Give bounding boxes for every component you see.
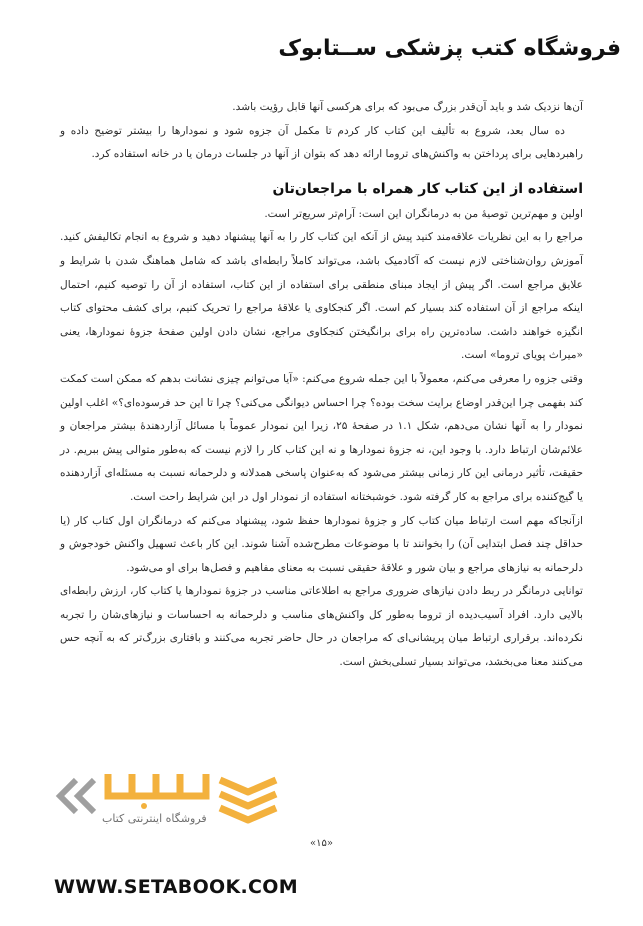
- book-stack-logo-icon: [216, 766, 280, 826]
- paragraph-7: توانایی درمانگر در ربط دادن نیازهای ضروری مراجع به اطلاعاتی مناسب در جزوهٔ نمودارها یا کتاب کار، ارزش رابطه‌ای بالایی دارد. افراد آسیب‌دیده از تروما به‌طور کل واکنش‌های مناسب و دلرحمانه به احساسات و نیازهای‌شان را تجربه نکرده‌اند. برقراری ارتباط میان پریشانی‌ای که مراجعان در حال حاضر تجربه می‌کنند و بافتاری بزرگ‌تر که به آنچه حس می‌کنند معنا می‌بخشد، می‌تواند بسیار تسلی‌بخش است.: [60, 585, 583, 669]
- double-chevron-icon: [50, 776, 100, 816]
- page-body: [60, 96, 583, 675]
- paragraph-2: ده سال بعد، شروع به تألیف این کتاب کار کردم تا مکمل آن جزوه شود و نمودارها را بیشتر توضیح داده و راهبردهایی برای پرداختن به واکنش‌های تروما ارائه دهد که بتوان از آنها در جلسات درمان یا در خانه استفاده کرد.: [60, 124, 583, 161]
- paragraph-5: وقتی جزوه را معرفی می‌کنم، معمولاً با این جمله شروع می‌کنم: «آیا می‌توانم چیزی نشانت بدهم که ممکن است کمکت کند بفهمی چرا این‌قدر اوضاع برایت سخت بوده؟ چرا احساس دیوانگی می‌کنی؟ چرا تا این حد فرسوده‌ای؟» اغلب اولین نمودار را به آنها نشان می‌دهم، شکل ۱.۱ در صفحهٔ ۲۵، زیرا این نمودار عموماً با مسائل آزاردهندهٔ بیشتر مراجعان و علائم‌شان ارتباط دارد. با وجود این، نه جزوهٔ نمودارها و نه این کتاب کار را لازم نیست که به‌طور متوالی پیش ببریم. در حقیقت، تأثیر درمانی این کار زمانی بیشتر می‌شود که به‌عنوان پاسخی همدلانه و دلرحمانه نسبت به مسئله‌ای آزاردهنده یا گیج‌کننده برای مراجع به کار گرفته شود. خوشبختانه استفاده از نمودار اول در این شرایط راحت است.: [60, 372, 583, 503]
- paragraph-1: آن‌ها نزدیک شد و باید آن‌قدر بزرگ می‌بود که برای هرکسی آنها قابل رؤیت باشد.: [232, 101, 583, 113]
- section-heading: استفاده از این کتاب کار همراه با مراجعان‌تان: [272, 180, 583, 197]
- watermark-url[interactable]: WWW.SETABOOK.COM: [54, 876, 298, 898]
- page-header-title: فروشگاه کتب پزشکی ســتابوک: [278, 36, 621, 61]
- setabook-wordmark-icon: [102, 764, 212, 814]
- setabook-watermark: [50, 764, 280, 844]
- page-number: «۱۵»: [310, 838, 333, 849]
- paragraph-4: مراجع را به این نظریات علاقه‌مند کنید پیش از آنکه این کتاب کار را به آنها پیشنهاد دهید و شروع به انجام تکالیفش کنید. آموزش روان‌شناختی لازم نیست که آکادمیک باشد، می‌تواند کاملاً رابطه‌ای باشد که شامل هماهنگ شدن با شرایط و علایق مراجع است. اگر پیش از ایجاد مبنای منطقی برای استفاده از این کتاب، استفاده از آن را توصیه کنیم، احتمال اینکه مراجع از آن استفاده کند بسیار کم است. اگر کنجکاوی یا علاقهٔ مراجع را تحریک کنیم، برای کشف محتوای کتاب انگیزه خواهند داشت. ساده‌ترین راه برای برانگیختن کنجکاوی مراجع، نشان دادن اولین صفحهٔ جزوهٔ نمودارها، یعنی «میراث پویای تروما» است.: [60, 231, 583, 362]
- paragraph-3: اولین و مهم‌ترین توصیهٔ من به درمانگران این است: آرام‌تر سریع‌تر است.: [264, 207, 583, 220]
- watermark-shop-text: فروشگاه اینترنتی کتاب: [102, 812, 207, 825]
- paragraph-6: ازآنجاکه مهم است ارتباط میان کتاب کار و جزوهٔ نمودارها حفظ شود، پیشنهاد می‌کنم که درمانگران اول کتاب کار (یا حداقل چند فصل ابتدایی آن) را بخوانند تا با موضوعات مطرح‌شده آشنا شوند. این کار باعث تسهیل واکنش خودجوش و دلرحمانه به نیازهای مراجع و بیان شور و علاقهٔ حقیقی نسبت به معنای مفاهیم و فصل‌ها برای او می‌شود.: [60, 514, 583, 574]
